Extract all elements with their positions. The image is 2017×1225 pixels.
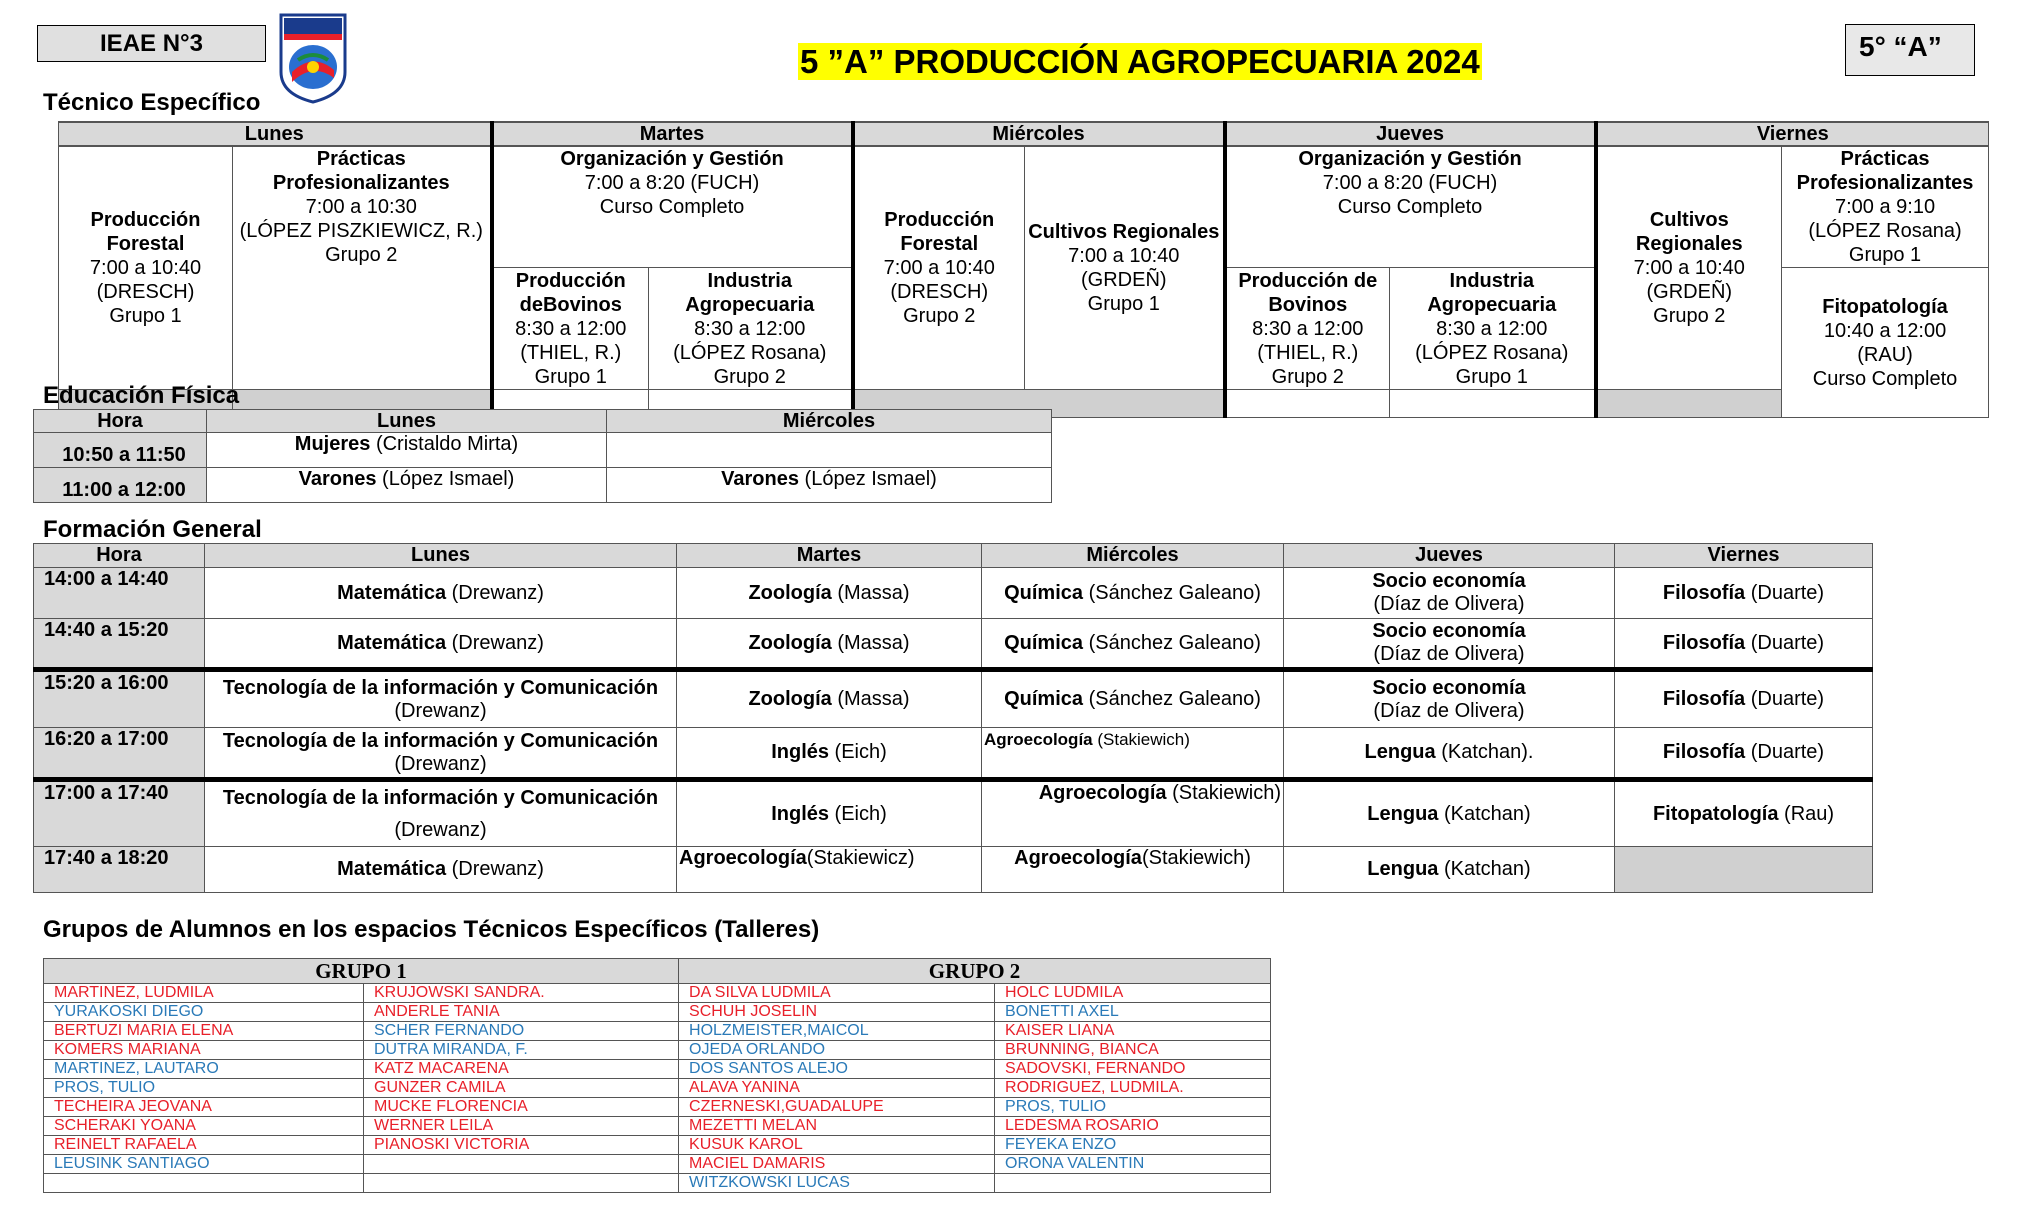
class-cell: Zoología (Massa) [677,568,982,619]
class-cell: Filosofía (Duarte) [1615,670,1873,728]
empty-cell [1225,390,1390,418]
student-name-cell: BRUNNING, BIANCA [995,1041,1271,1060]
class-cell: Lengua (Katchan). [1284,728,1615,780]
student-name-cell: MUCKE FLORENCIA [364,1098,679,1117]
class-mie-cultivos: Cultivos Regionales 7:00 a 10:40 (GRDEÑ) Grupo 1 [1025,146,1225,390]
student-name-cell: OJEDA ORLANDO [679,1041,995,1060]
table-row [44,1079,1271,1098]
class-cell: Agroecología (Stakiewich) [982,728,1284,780]
header-martes: Martes [677,544,982,568]
class-jue-bovinos: Producción de Bovinos 8:30 a 12:00 (THIEL, R.) Grupo 2 [1225,268,1390,390]
table-row [44,1174,1271,1193]
page-title: 5 ”A” PRODUCCIÓN AGROPECUARIA 2024 [800,43,1480,80]
ef-miercoles-cell [607,433,1052,468]
class-cell: Zoología (Massa) [677,619,982,670]
hora-cell: 11:00 a 12:00 [34,468,207,503]
class-cell: Matemática (Drewanz) [205,619,677,670]
class-cell: Tecnología de la información y Comunicación (Drewanz) [205,728,677,780]
class-cell: Socio economía (Díaz de Olivera) [1284,619,1615,670]
student-name-cell: PROS, TULIO [44,1079,364,1098]
table-row [44,1003,1271,1022]
class-cell: Inglés (Eich) [677,728,982,780]
table-row [44,1136,1271,1155]
student-name-cell: GUNZER CAMILA [364,1079,679,1098]
student-name-cell: DA SILVA LUDMILA [679,984,995,1003]
class-cell: Química (Sánchez Galeano) [982,619,1284,670]
empty-cell [1596,390,1782,418]
class-cell: Filosofía (Duarte) [1615,568,1873,619]
class-lun-practicas: Prácticas Profesionalizantes 7:00 a 10:30 (LÓPEZ PISZKIEWICZ, R.) Grupo 2 [233,146,492,390]
student-name-cell [44,1174,364,1193]
student-name-cell: MARTINEZ, LUDMILA [44,984,364,1003]
student-name-cell: REINELT RAFAELA [44,1136,364,1155]
header-viernes: Viernes [1615,544,1873,568]
class-cell: Lengua (Katchan) [1284,847,1615,893]
student-name-cell: PROS, TULIO [995,1098,1271,1117]
class-vie-cultivos: Cultivos Regionales 7:00 a 10:40 (GRDEÑ) Grupo 2 [1596,146,1782,390]
student-name-cell: KATZ MACARENA [364,1060,679,1079]
student-name-cell: ANDERLE TANIA [364,1003,679,1022]
table-row [44,1060,1271,1079]
student-name-cell: CZERNESKI,GUADALUPE [679,1098,995,1117]
class-mie-forestal: Producción Forestal 7:00 a 10:40 (DRESCH) Grupo 2 [853,146,1025,390]
class-mar-organizacion: Organización y Gestión 7:00 a 8:20 (FUCH) Curso Completo [492,146,853,268]
edfisica-table [33,409,1052,503]
class-vie-practicas: Prácticas Profesionalizantes 7:00 a 9:10 (LÓPEZ Rosana) Grupo 1 [1782,146,1989,268]
student-name-cell [364,1174,679,1193]
table-row [44,1117,1271,1136]
student-name-cell: HOLZMEISTER,MAICOL [679,1022,995,1041]
student-name-cell: WERNER LEILA [364,1117,679,1136]
class-cell: Socio economía (Díaz de Olivera) [1284,670,1615,728]
student-name-cell: SCHER FERNANDO [364,1022,679,1041]
student-name-cell [995,1174,1271,1193]
header-lunes: Lunes [205,544,677,568]
student-name-cell: KOMERS MARIANA [44,1041,364,1060]
hora-cell: 15:20 a 16:00 [34,670,205,728]
student-name-cell: FEYEKA ENZO [995,1136,1271,1155]
day-martes: Martes [492,122,853,146]
section-title-edfisica: Educación Física [43,382,240,409]
ef-lunes-cell: Varones (López Ismael) [207,468,607,503]
class-mar-bovinos: Producción deBovinos 8:30 a 12:00 (THIEL, R.) Grupo 1 [492,268,649,390]
student-name-cell: DUTRA MIRANDA, F. [364,1041,679,1060]
header-miercoles: Miércoles [982,544,1284,568]
student-name-cell: DOS SANTOS ALEJO [679,1060,995,1079]
class-cell: Filosofía (Duarte) [1615,619,1873,670]
header-lunes: Lunes [207,410,607,433]
day-lunes: Lunes [59,122,492,146]
header-jueves: Jueves [1284,544,1615,568]
empty-cell [1615,847,1873,893]
class-jue-organizacion: Organización y Gestión 7:00 a 8:20 (FUCH) Curso Completo [1225,146,1596,268]
student-name-cell: MARTINEZ, LAUTARO [44,1060,364,1079]
student-name-cell: RODRIGUEZ, LUDMILA. [995,1079,1271,1098]
section-title-grupos: Grupos de Alumnos en los espacios Técnicos Específicos (Talleres) [43,916,820,943]
table-row [44,1041,1271,1060]
section-title-general: Formación General [43,516,262,543]
student-name-cell: BONETTI AXEL [995,1003,1271,1022]
class-lun-forestal: Producción Forestal 7:00 a 10:40 (DRESCH) Grupo 1 [59,146,233,390]
class-cell: Inglés (Eich) [677,780,982,847]
student-name-cell: ORONA VALENTIN [995,1155,1271,1174]
hora-cell: 16:20 a 17:00 [34,728,205,780]
student-name-cell: WITZKOWSKI LUCAS [679,1174,995,1193]
class-cell: Agroecología (Stakiewich) [982,780,1284,847]
course-box: 5° “A” [1845,24,1975,76]
student-name-cell: BERTUZI MARIA ELENA [44,1022,364,1041]
class-jue-industria: Industria Agropecuaria 8:30 a 12:00 (LÓPEZ Rosana) Grupo 1 [1390,268,1596,390]
student-name-cell: TECHEIRA JEOVANA [44,1098,364,1117]
student-name-cell: KRUJOWSKI SANDRA. [364,984,679,1003]
header-miercoles: Miércoles [607,410,1052,433]
table-row [44,1022,1271,1041]
table-row [44,984,1271,1003]
school-logo [278,12,348,104]
student-name-cell: PIANOSKI VICTORIA [364,1136,679,1155]
class-cell: Agroecología(Stakiewicz) [677,847,982,893]
student-name-cell: KUSUK KAROL [679,1136,995,1155]
class-cell: Química (Sánchez Galeano) [982,670,1284,728]
student-name-cell: LEUSINK SANTIAGO [44,1155,364,1174]
header-grupo-1: GRUPO 1 [44,959,679,984]
class-cell: Tecnología de la información y Comunicación (Drewanz) [205,780,677,847]
day-jueves: Jueves [1225,122,1596,146]
class-vie-fitopatologia: Fitopatología 10:40 a 12:00 (RAU) Curso Completo [1782,268,1989,418]
student-name-cell: LEDESMA ROSARIO [995,1117,1271,1136]
student-name-cell [364,1155,679,1174]
ef-lunes-cell: Mujeres (Cristaldo Mirta) [207,433,607,468]
student-name-cell: ALAVA YANINA [679,1079,995,1098]
school-label: IEAE N°3 [37,25,266,62]
student-name-cell: HOLC LUDMILA [995,984,1271,1003]
day-miercoles: Miércoles [853,122,1225,146]
ef-miercoles-cell: Varones (López Ismael) [607,468,1052,503]
day-viernes: Viernes [1596,122,1989,146]
hora-cell: 10:50 a 11:50 [34,433,207,468]
hora-cell: 14:00 a 14:40 [34,568,205,619]
student-name-cell: SCHUH JOSELIN [679,1003,995,1022]
grupos-table [43,958,1271,1193]
class-mar-industria: Industria Agropecuaria 8:30 a 12:00 (LÓPEZ Rosana) Grupo 2 [649,268,853,390]
tecnico-table [58,121,1989,418]
table-row [44,1155,1271,1174]
class-cell: Filosofía (Duarte) [1615,728,1873,780]
class-cell: Socio economía (Díaz de Olivera) [1284,568,1615,619]
class-cell: Fitopatología (Rau) [1615,780,1873,847]
student-name-cell: KAISER LIANA [995,1022,1271,1041]
student-name-cell: MACIEL DAMARIS [679,1155,995,1174]
header-grupo-2: GRUPO 2 [679,959,1271,984]
empty-cell [1390,390,1596,418]
header-hora: Hora [34,544,205,568]
class-cell: Matemática (Drewanz) [205,568,677,619]
hora-cell: 17:00 a 17:40 [34,780,205,847]
table-row [44,1098,1271,1117]
class-cell: Lengua (Katchan) [1284,780,1615,847]
student-name-cell: YURAKOSKI DIEGO [44,1003,364,1022]
class-cell: Zoología (Massa) [677,670,982,728]
student-name-cell: SCHERAKI YOANA [44,1117,364,1136]
class-cell: Agroecología(Stakiewich) [982,847,1284,893]
section-title-tecnico: Técnico Específico [43,89,261,116]
class-cell: Tecnología de la información y Comunicación (Drewanz) [205,670,677,728]
general-table [33,543,1873,893]
class-cell: Matemática (Drewanz) [205,847,677,893]
hora-cell: 17:40 a 18:20 [34,847,205,893]
hora-cell: 14:40 a 15:20 [34,619,205,670]
class-cell: Química (Sánchez Galeano) [982,568,1284,619]
student-name-cell: MEZETTI MELAN [679,1117,995,1136]
student-name-cell: SADOVSKI, FERNANDO [995,1060,1271,1079]
header-hora: Hora [34,410,207,433]
